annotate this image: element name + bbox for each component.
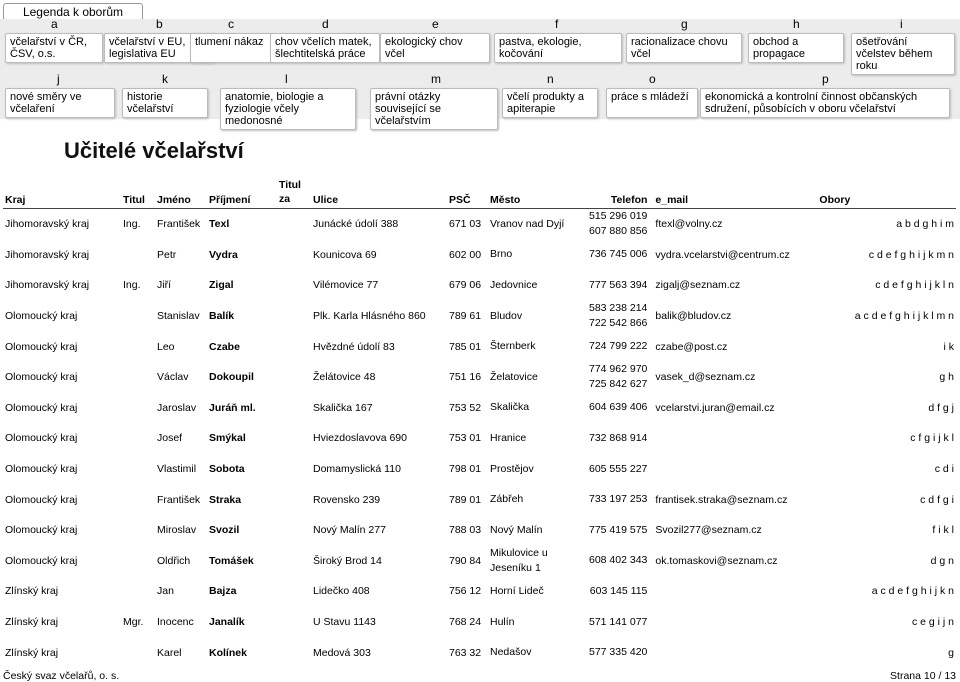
phone-primary: 577 335 420 [589, 646, 648, 659]
phone-primary: 583 238 214 [589, 302, 648, 315]
cell-prijmeni: Bajza [209, 585, 237, 598]
cell-email: frantisek.straka@seznam.cz [655, 493, 788, 506]
cell-email [653, 576, 817, 607]
table-row [3, 515, 956, 546]
cell-obory: i k [943, 340, 954, 353]
cell-ulice: Domamyslická 110 [313, 463, 401, 476]
cell-ulice: Nový Malín 277 [313, 524, 386, 537]
legend-letter-e: e [432, 17, 439, 31]
col-prijmeni: Příjmení [207, 172, 277, 209]
cell-titul-za [277, 423, 311, 454]
cell-ulice: Rovensko 239 [313, 493, 381, 506]
cell-psc: 785 01 [449, 340, 482, 353]
cell-email: ftexl@volny.cz [655, 218, 723, 231]
cell-titul: Ing. [123, 218, 141, 231]
cell-titul [121, 454, 155, 485]
cell-titul-za [277, 362, 311, 393]
cell-ulice: Želátovice 48 [313, 371, 376, 384]
cell-prijmeni: Texl [209, 218, 230, 231]
legend-item-j: nové směry ve včelaření [5, 88, 115, 118]
cell-titul [121, 515, 155, 546]
legend-letter-g: g [681, 17, 688, 31]
cell-mesto: Jedovnice [490, 278, 538, 291]
cell-psc: 671 03 [449, 218, 482, 231]
cell-kraj: Olomoucký kraj [5, 371, 78, 384]
cell-jmeno: Jaroslav [157, 401, 197, 414]
phone-primary: 774 962 970 [589, 363, 648, 376]
cell-email: vydra.vcelarstvi@centrum.cz [655, 248, 790, 261]
phone-primary: 733 197 253 [589, 493, 648, 506]
cell-telefon [587, 393, 653, 424]
cell-mesto: Hulín [490, 615, 515, 628]
cell-psc: 602 00 [449, 248, 482, 261]
phone-primary: 571 141 077 [589, 615, 648, 628]
legend-item-l: anatomie, biologie a fyziologie včely medonosné [220, 88, 356, 130]
cell-email: vasek_d@seznam.cz [655, 371, 756, 384]
cell-obory: a b d g h i m [896, 218, 954, 231]
cell-titul-za [277, 546, 311, 577]
cell-psc: 679 06 [449, 279, 482, 292]
cell-titul-za [277, 301, 311, 332]
cell-titul: Mgr. [123, 616, 144, 629]
cell-titul-za [277, 607, 311, 638]
cell-mesto: Prostějov [490, 462, 534, 475]
cell-prijmeni: Zigal [209, 279, 234, 292]
table-body [3, 209, 956, 668]
cell-titul-za [277, 515, 311, 546]
table-row [3, 209, 956, 240]
cell-ulice: Hvězdné údolí 83 [313, 340, 395, 353]
cell-psc: 768 24 [449, 616, 482, 629]
legend-item-a: včelařství v ČR, ČSV, o.s. [5, 33, 103, 63]
cell-prijmeni: Kolínek [209, 646, 247, 659]
table-row [3, 393, 956, 424]
cell-obory: g h [939, 371, 954, 384]
footer-organization: Český svaz včelařů, o. s. [3, 670, 120, 682]
cell-titul-za [277, 484, 311, 515]
cell-obory: c d e f g h i j k l n [875, 279, 954, 292]
cell-prijmeni: Sobota [209, 463, 245, 476]
legend-item-g: racionalizace chovu včel [626, 33, 742, 63]
cell-email: balik@bludov.cz [655, 310, 732, 323]
cell-email: Svozil277@seznam.cz [655, 524, 762, 537]
table-row [3, 331, 956, 362]
cell-psc: 763 32 [449, 646, 482, 659]
cell-ulice: Lidečko 408 [313, 585, 370, 598]
cell-titul [121, 484, 155, 515]
cell-prijmeni: Vydra [209, 248, 238, 261]
cell-titul-za [277, 637, 311, 668]
col-ulice: Ulice [311, 172, 447, 209]
cell-kraj: Olomoucký kraj [5, 432, 78, 445]
cell-obory: c e g i j n [911, 616, 954, 629]
cell-jmeno: Inocenc [157, 616, 194, 629]
cell-kraj: Zlínský kraj [5, 585, 59, 598]
cell-jmeno: Josef [157, 432, 183, 445]
legend-letter-k: k [162, 72, 168, 86]
cell-obory: d g n [930, 554, 954, 567]
cell-jmeno: Jan [157, 585, 174, 598]
cell-ulice: Medová 303 [313, 646, 371, 659]
col-telefon: Telefon [587, 172, 653, 209]
cell-telefon [587, 546, 653, 577]
cell-prijmeni: Dokoupil [209, 371, 254, 384]
cell-email: czabe@post.cz [655, 340, 728, 353]
cell-kraj: Jihomoravský kraj [5, 218, 90, 231]
cell-mesto: Skalička [490, 401, 530, 414]
col-mesto: Město [488, 172, 587, 209]
cell-titul [121, 240, 155, 271]
cell-obory: c d f g i [920, 493, 954, 506]
cell-titul: Ing. [123, 279, 141, 292]
cell-prijmeni: Juráň ml. [209, 401, 256, 414]
legend-item-h: obchod a propagace [748, 33, 844, 63]
col-obory: Obory [817, 172, 956, 209]
cell-kraj: Jihomoravský kraj [5, 279, 90, 292]
phone-primary: 603 145 115 [589, 584, 648, 597]
cell-kraj: Olomoucký kraj [5, 493, 78, 506]
legend-item-o: práce s mládeží [606, 88, 698, 118]
cell-kraj: Olomoucký kraj [5, 463, 78, 476]
phone-primary: 608 402 343 [589, 554, 648, 567]
cell-titul [121, 423, 155, 454]
cell-obory: c d e f g h i j k m n [868, 248, 954, 261]
page-title: Učitelé včelařství [64, 138, 244, 163]
phone-secondary: 607 880 856 [589, 225, 648, 238]
cell-titul [121, 393, 155, 424]
cell-prijmeni: Balík [209, 310, 235, 323]
cell-kraj: Olomoucký kraj [5, 310, 78, 323]
phone-primary: 736 745 006 [589, 248, 648, 261]
table-header-row [3, 172, 956, 209]
cell-psc: 753 01 [449, 432, 482, 445]
cell-kraj: Olomoucký kraj [5, 524, 78, 537]
cell-titul [121, 637, 155, 668]
cell-jmeno: Miroslav [157, 524, 197, 537]
cell-jmeno: Oldřich [157, 554, 191, 567]
cell-ulice: Vilémovice 77 [313, 279, 379, 292]
cell-mesto: Šternberk [490, 340, 536, 353]
legend-item-i: ošetřování včelstev během roku [851, 33, 955, 75]
phone-secondary: 725 842 627 [589, 378, 648, 391]
cell-jmeno: Karel [157, 646, 182, 659]
legend-letter-j: j [57, 72, 60, 86]
legend-item-c: tlumení nákaz [190, 33, 272, 63]
cell-titul [121, 301, 155, 332]
cell-jmeno: František [157, 218, 201, 231]
cell-mesto: Nový Malín [490, 523, 543, 536]
cell-jmeno: Leo [157, 340, 175, 353]
table-row [3, 484, 956, 515]
cell-obory: c f g i j k l [910, 432, 954, 445]
cell-ulice: Hviezdoslavova 690 [313, 432, 407, 445]
cell-psc: 753 52 [449, 401, 482, 414]
cell-titul [121, 331, 155, 362]
cell-titul [121, 576, 155, 607]
phone-primary: 777 563 394 [589, 278, 648, 291]
legend-item-n: včelí produkty a apiterapie [502, 88, 598, 118]
cell-titul-za [277, 576, 311, 607]
phone-primary: 732 868 914 [589, 431, 648, 444]
legend-item-e: ekologický chov včel [380, 33, 490, 63]
table-row [3, 637, 956, 668]
cell-mesto: Vranov nad Dyjí [490, 217, 565, 230]
cell-mesto: Mikulovice u Jeseníku 1 [490, 546, 548, 574]
cell-prijmeni: Tomášek [209, 554, 254, 567]
cell-mesto: Horní Lideč [490, 584, 544, 597]
cell-mesto: Nedašov [490, 646, 532, 659]
cell-psc: 788 03 [449, 524, 482, 537]
phone-primary: 604 639 406 [589, 401, 648, 414]
cell-email [653, 423, 817, 454]
cell-obory: g [948, 646, 954, 659]
cell-mesto: Zábřeh [490, 493, 524, 506]
cell-psc: 751 16 [449, 371, 482, 384]
legend-item-b: včelařství v EU, legislativa EU [104, 33, 214, 63]
cell-psc: 798 01 [449, 463, 482, 476]
cell-telefon [587, 484, 653, 515]
cell-titul-za [277, 209, 311, 240]
cell-titul-za [277, 331, 311, 362]
cell-titul [121, 362, 155, 393]
cell-email: vcelarstvi.juran@email.cz [655, 401, 775, 414]
legend-letter-i: i [900, 17, 903, 31]
col-jmeno: Jméno [155, 172, 207, 209]
cell-telefon [587, 423, 653, 454]
cell-ulice: Široký Brod 14 [313, 554, 382, 567]
cell-telefon [587, 454, 653, 485]
legend-item-p: ekonomická a kontrolní činnost občanských sdružení, působících v oboru včelařství [700, 88, 950, 118]
phone-primary: 515 296 019 [589, 210, 648, 223]
cell-telefon [587, 301, 653, 332]
cell-ulice: Kounicova 69 [313, 248, 377, 261]
cell-jmeno: Petr [157, 248, 177, 261]
cell-telefon [587, 209, 653, 240]
cell-ulice: U Stavu 1143 [313, 616, 376, 629]
cell-psc: 756 12 [449, 585, 482, 598]
cell-prijmeni: Smýkal [209, 432, 246, 445]
phone-primary: 724 799 222 [589, 340, 648, 353]
cell-jmeno: Vlastimil [157, 463, 197, 476]
cell-kraj: Zlínský kraj [5, 646, 59, 659]
cell-psc: 789 61 [449, 310, 482, 323]
cell-telefon [587, 270, 653, 301]
cell-ulice: Skalička 167 [313, 401, 373, 414]
cell-mesto: Želatovice [490, 370, 538, 383]
legend-item-f: pastva, ekologie, kočování [494, 33, 622, 63]
cell-telefon [587, 362, 653, 393]
footer-page-number: Strana 10 / 13 [890, 670, 956, 682]
teachers-table [3, 172, 956, 668]
phone-secondary: 722 542 866 [589, 317, 648, 330]
cell-mesto: Hranice [490, 431, 527, 444]
table-row [3, 240, 956, 271]
table-row [3, 607, 956, 638]
legend-letter-d: d [322, 17, 329, 31]
legend-letter-f: f [555, 17, 559, 31]
cell-obory: a c d e f g h i j k l m n [854, 310, 954, 323]
col-titul: Titul [121, 172, 155, 209]
phone-primary: 605 555 227 [589, 462, 648, 475]
legend-letter-c: c [228, 17, 234, 31]
cell-kraj: Olomoucký kraj [5, 340, 78, 353]
cell-titul-za [277, 240, 311, 271]
cell-email [653, 607, 817, 638]
cell-titul-za [277, 454, 311, 485]
cell-titul-za [277, 393, 311, 424]
cell-titul-za [277, 270, 311, 301]
legend-item-d: chov včelích matek, šlechtitelská práce [270, 33, 380, 63]
cell-obory: d f g j [928, 401, 954, 414]
table-row [3, 454, 956, 485]
legend-letter-h: h [793, 17, 800, 31]
cell-telefon [587, 576, 653, 607]
cell-obory: a c d e f g h i j k n [871, 585, 954, 598]
cell-titul [121, 546, 155, 577]
cell-telefon [587, 515, 653, 546]
cell-email [653, 454, 817, 485]
col-titul-za: Titul za [277, 172, 311, 209]
cell-jmeno: Václav [157, 371, 189, 384]
cell-telefon [587, 240, 653, 271]
cell-telefon [587, 637, 653, 668]
table-row [3, 546, 956, 577]
legend-letter-o: o [649, 72, 656, 86]
cell-ulice: Junácké údolí 388 [313, 218, 399, 231]
phone-primary: 775 419 575 [589, 523, 648, 536]
cell-prijmeni: Straka [209, 493, 242, 506]
cell-psc: 789 01 [449, 493, 482, 506]
cell-prijmeni: Czabe [209, 340, 240, 353]
col-psc: PSČ [447, 172, 488, 209]
legend-letter-a: a [51, 17, 58, 31]
cell-email: ok.tomaskovi@seznam.cz [655, 554, 778, 567]
legend-letter-n: n [547, 72, 554, 86]
cell-jmeno: Stanislav [157, 310, 200, 323]
cell-mesto: Brno [490, 248, 513, 261]
legend-item-k: historie včelařství [122, 88, 208, 118]
legend-letter-m: m [431, 72, 441, 86]
cell-kraj: Olomoucký kraj [5, 554, 78, 567]
legend-letter-b: b [156, 17, 163, 31]
cell-kraj: Olomoucký kraj [5, 401, 78, 414]
table-row [3, 576, 956, 607]
table-row [3, 301, 956, 332]
cell-ulice: Plk. Karla Hlásného 860 [313, 310, 426, 323]
legend-item-m: právní otázky související se včelařstvím [370, 88, 498, 130]
col-kraj: Kraj [3, 172, 121, 209]
col-email: e_mail [653, 172, 817, 209]
legend-title: Legenda k oborům [3, 3, 143, 20]
cell-jmeno: František [157, 493, 201, 506]
table-row [3, 270, 956, 301]
cell-telefon [587, 331, 653, 362]
cell-email: zigalj@seznam.cz [655, 279, 741, 292]
legend-letter-p: p [822, 72, 829, 86]
cell-psc: 790 84 [449, 554, 482, 567]
table-row [3, 423, 956, 454]
cell-email [653, 637, 817, 668]
cell-kraj: Zlínský kraj [5, 616, 59, 629]
cell-obory: c d i [934, 463, 954, 476]
table-row [3, 362, 956, 393]
cell-mesto: Bludov [490, 309, 523, 322]
cell-telefon [587, 607, 653, 638]
cell-prijmeni: Svozil [209, 524, 240, 537]
cell-prijmeni: Janalík [209, 616, 245, 629]
cell-obory: f i k l [932, 524, 954, 537]
cell-kraj: Jihomoravský kraj [5, 248, 90, 261]
legend-letter-l: l [285, 72, 288, 86]
cell-jmeno: Jiří [157, 279, 171, 292]
